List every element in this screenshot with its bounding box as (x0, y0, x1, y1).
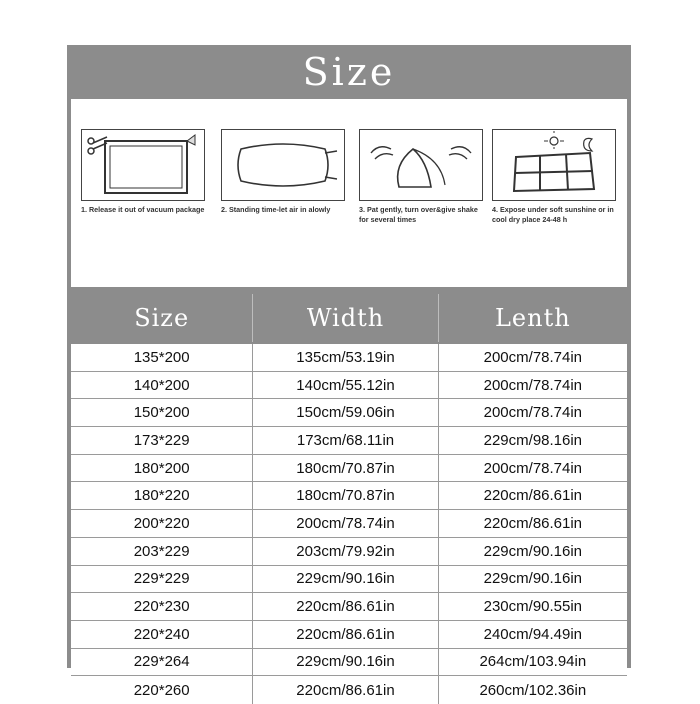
header-length: Lenth (438, 294, 627, 342)
cell-width: 203cm/79.92in (252, 538, 437, 565)
table-row (71, 372, 627, 400)
cell-size: 173*229 (133, 431, 190, 449)
cell-length: 200cm/78.74in (438, 372, 627, 399)
care-step-caption: 3. Pat gently, turn over&give shake for several times (359, 205, 478, 224)
cell-size: 203*229 (133, 542, 190, 560)
care-instructions-panel (71, 99, 627, 287)
cell-length: 229cm/90.16in (438, 538, 627, 565)
cell-size: 229*229 (133, 570, 190, 588)
size-chart-frame (67, 45, 631, 699)
care-step-1 (81, 129, 205, 215)
cell-length: 230cm/90.55in (438, 593, 627, 620)
table-row (71, 593, 627, 621)
cell-length: 229cm/98.16in (438, 427, 627, 454)
table-row (71, 621, 627, 649)
table-row (71, 538, 627, 566)
cell-width: 180cm/70.87in (252, 455, 437, 482)
page-title: Size (302, 50, 396, 94)
care-step-4 (492, 129, 616, 225)
care-step-2 (221, 129, 345, 215)
cell-size: 220*240 (133, 625, 190, 643)
cell-width: 220cm/86.61in (252, 676, 437, 704)
cell-length: 220cm/86.61in (438, 510, 627, 537)
cell-length: 200cm/78.74in (438, 455, 627, 482)
table-row (71, 344, 627, 372)
table-row (71, 455, 627, 483)
cell-width: 140cm/55.12in (252, 372, 437, 399)
hands-patting-pillow-icon (359, 129, 483, 201)
size-table (71, 294, 627, 699)
cell-size: 135*200 (133, 348, 190, 366)
cell-width: 229cm/90.16in (252, 649, 437, 676)
cell-length: 220cm/86.61in (438, 482, 627, 509)
table-row (71, 427, 627, 455)
cell-length: 240cm/94.49in (438, 621, 627, 648)
table-header (71, 294, 627, 342)
care-step-3 (359, 129, 483, 225)
cell-width: 200cm/78.74in (252, 510, 437, 537)
cell-width: 173cm/68.11in (252, 427, 437, 454)
cell-length: 229cm/90.16in (438, 566, 627, 593)
cell-size: 220*230 (133, 598, 190, 616)
cell-width: 180cm/70.87in (252, 482, 437, 509)
cell-length: 200cm/78.74in (438, 344, 627, 371)
care-step-caption: 2. Standing time-let air in alowly (221, 205, 331, 214)
care-step-caption: 1. Release it out of vacuum package (81, 205, 205, 214)
cell-size: 200*220 (133, 514, 190, 532)
cell-length: 264cm/103.94in (438, 649, 627, 676)
care-step-caption: 4. Expose under soft sunshine or in cool dry place 24-48 h (492, 205, 614, 224)
pillow-icon (221, 129, 345, 201)
scissors-vacuum-package-icon (81, 129, 205, 201)
table-row (71, 566, 627, 594)
cell-size: 180*200 (133, 459, 190, 477)
header-width: Width (252, 294, 437, 342)
cell-size: 180*220 (133, 487, 190, 505)
cell-width: 220cm/86.61in (252, 593, 437, 620)
header-size: Size (134, 304, 190, 332)
cell-width: 220cm/86.61in (252, 621, 437, 648)
cell-width: 229cm/90.16in (252, 566, 437, 593)
table-row (71, 510, 627, 538)
cell-size: 229*264 (133, 653, 190, 671)
cell-length: 260cm/102.36in (438, 676, 627, 704)
cell-size: 140*200 (133, 376, 190, 394)
cell-size: 150*200 (133, 404, 190, 422)
table-row (71, 399, 627, 427)
sun-moon-quilt-icon (492, 129, 616, 201)
cell-size: 220*260 (133, 681, 190, 699)
cell-length: 200cm/78.74in (438, 399, 627, 426)
cell-width: 135cm/53.19in (252, 344, 437, 371)
table-row (71, 649, 627, 677)
table-row (71, 482, 627, 510)
cell-width: 150cm/59.06in (252, 399, 437, 426)
table-body (71, 344, 627, 704)
